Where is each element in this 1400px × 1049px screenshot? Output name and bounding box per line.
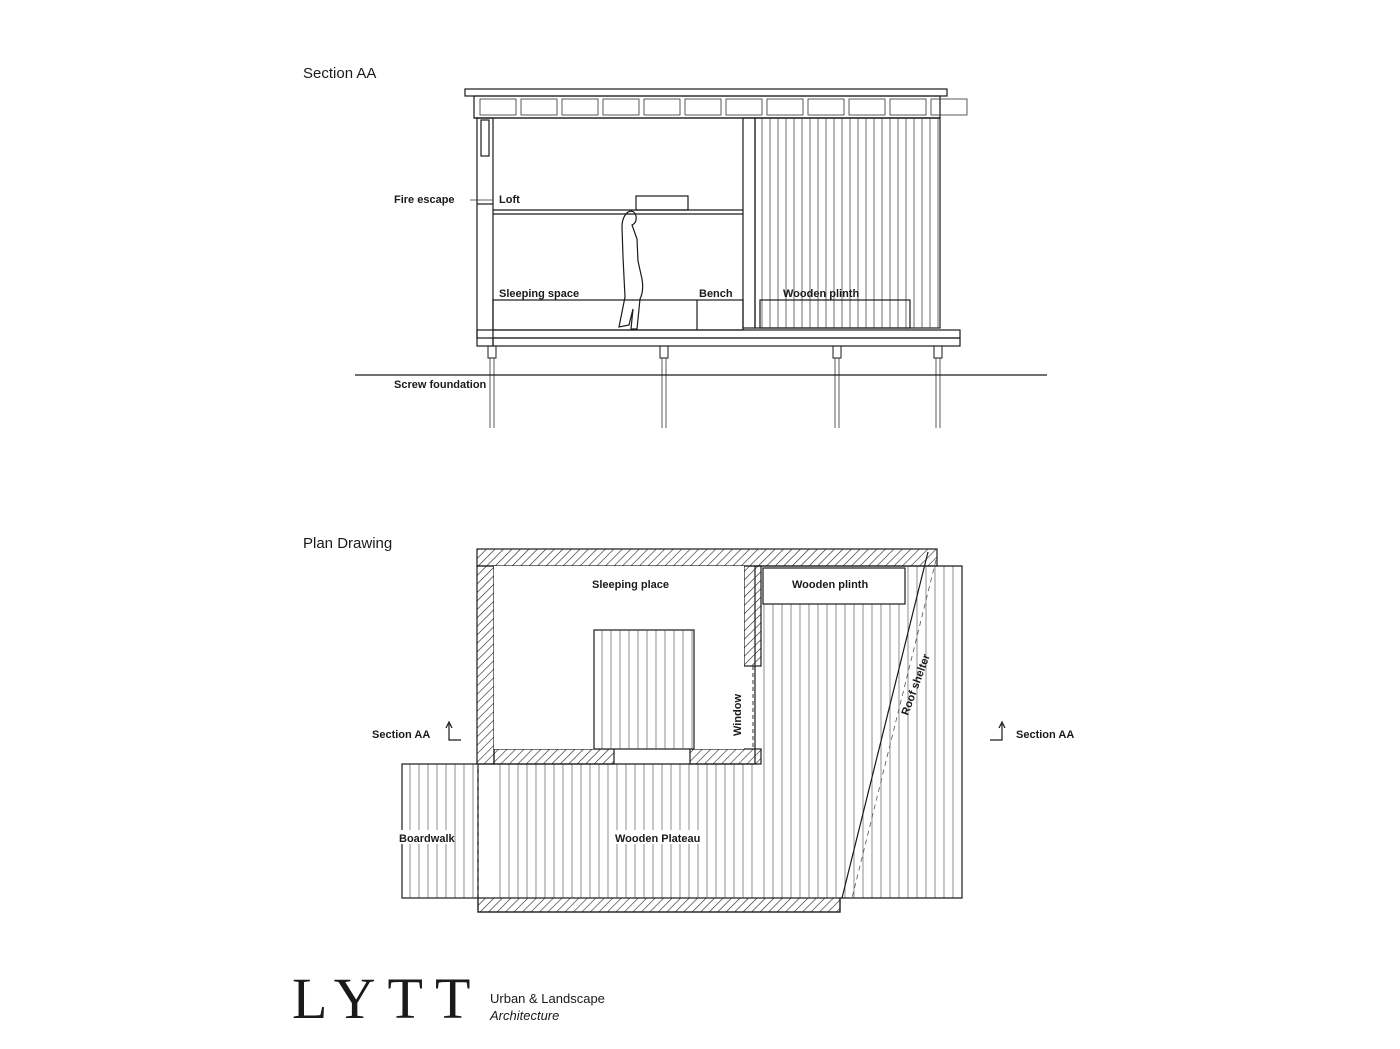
floor-deck: [477, 330, 960, 338]
logo-wordmark: LYTT: [292, 966, 483, 1031]
fire-escape-window: [481, 120, 489, 156]
pile-head: [833, 346, 841, 358]
truss-cell: [685, 99, 721, 115]
partition-wall: [743, 118, 755, 328]
label-loft: Loft: [499, 194, 520, 206]
label-sleeping-space: Sleeping space: [499, 288, 580, 300]
plan-drawing: [303, 535, 1074, 912]
label-window: Window: [732, 693, 744, 736]
screw-foundations: [488, 346, 942, 428]
label-wooden-plateau: Wooden Plateau: [615, 833, 701, 845]
label-roof-shelter: Roof shelter: [899, 652, 933, 718]
label-fire-escape: Fire escape: [394, 194, 455, 206]
label-section-right: Section AA: [1016, 729, 1075, 741]
truss-cell: [890, 99, 926, 115]
label-boardwalk: Boardwalk: [399, 833, 455, 845]
left-wall: [477, 118, 493, 346]
section-drawing: [303, 65, 1047, 428]
label-sleeping-place: Sleeping place: [592, 579, 670, 591]
pile-head: [660, 346, 668, 358]
label-plan-wooden-plinth: Wooden plinth: [792, 579, 869, 591]
pile-head: [934, 346, 942, 358]
label-bench: Bench: [699, 288, 733, 300]
bench: [493, 300, 743, 330]
label-screw-foundation: Screw foundation: [394, 379, 487, 391]
roof-slab: [465, 89, 947, 96]
truss-cell: [521, 99, 557, 115]
logo-line-2: Architecture: [490, 1008, 560, 1023]
truss-cell: [931, 99, 967, 115]
loft-rail: [636, 196, 688, 210]
truss-cell: [726, 99, 762, 115]
truss-cell: [562, 99, 598, 115]
wooden-plinth: [760, 300, 910, 328]
pile-head: [488, 346, 496, 358]
roof-truss-cells: [480, 99, 967, 115]
truss-cell: [767, 99, 803, 115]
label-wooden-plinth: Wooden plinth: [783, 288, 860, 300]
logo-line-1: Urban & Landscape: [490, 991, 605, 1006]
person-silhouette: [619, 211, 643, 329]
label-section-left: Section AA: [372, 729, 431, 741]
truss-cell: [644, 99, 680, 115]
logo-subtitle: [490, 990, 605, 1024]
truss-cell: [603, 99, 639, 115]
section-title: Section AA: [303, 65, 377, 82]
plan-title: Plan Drawing: [303, 535, 393, 552]
truss-cell: [480, 99, 516, 115]
truss-cell: [849, 99, 885, 115]
truss-cell: [808, 99, 844, 115]
